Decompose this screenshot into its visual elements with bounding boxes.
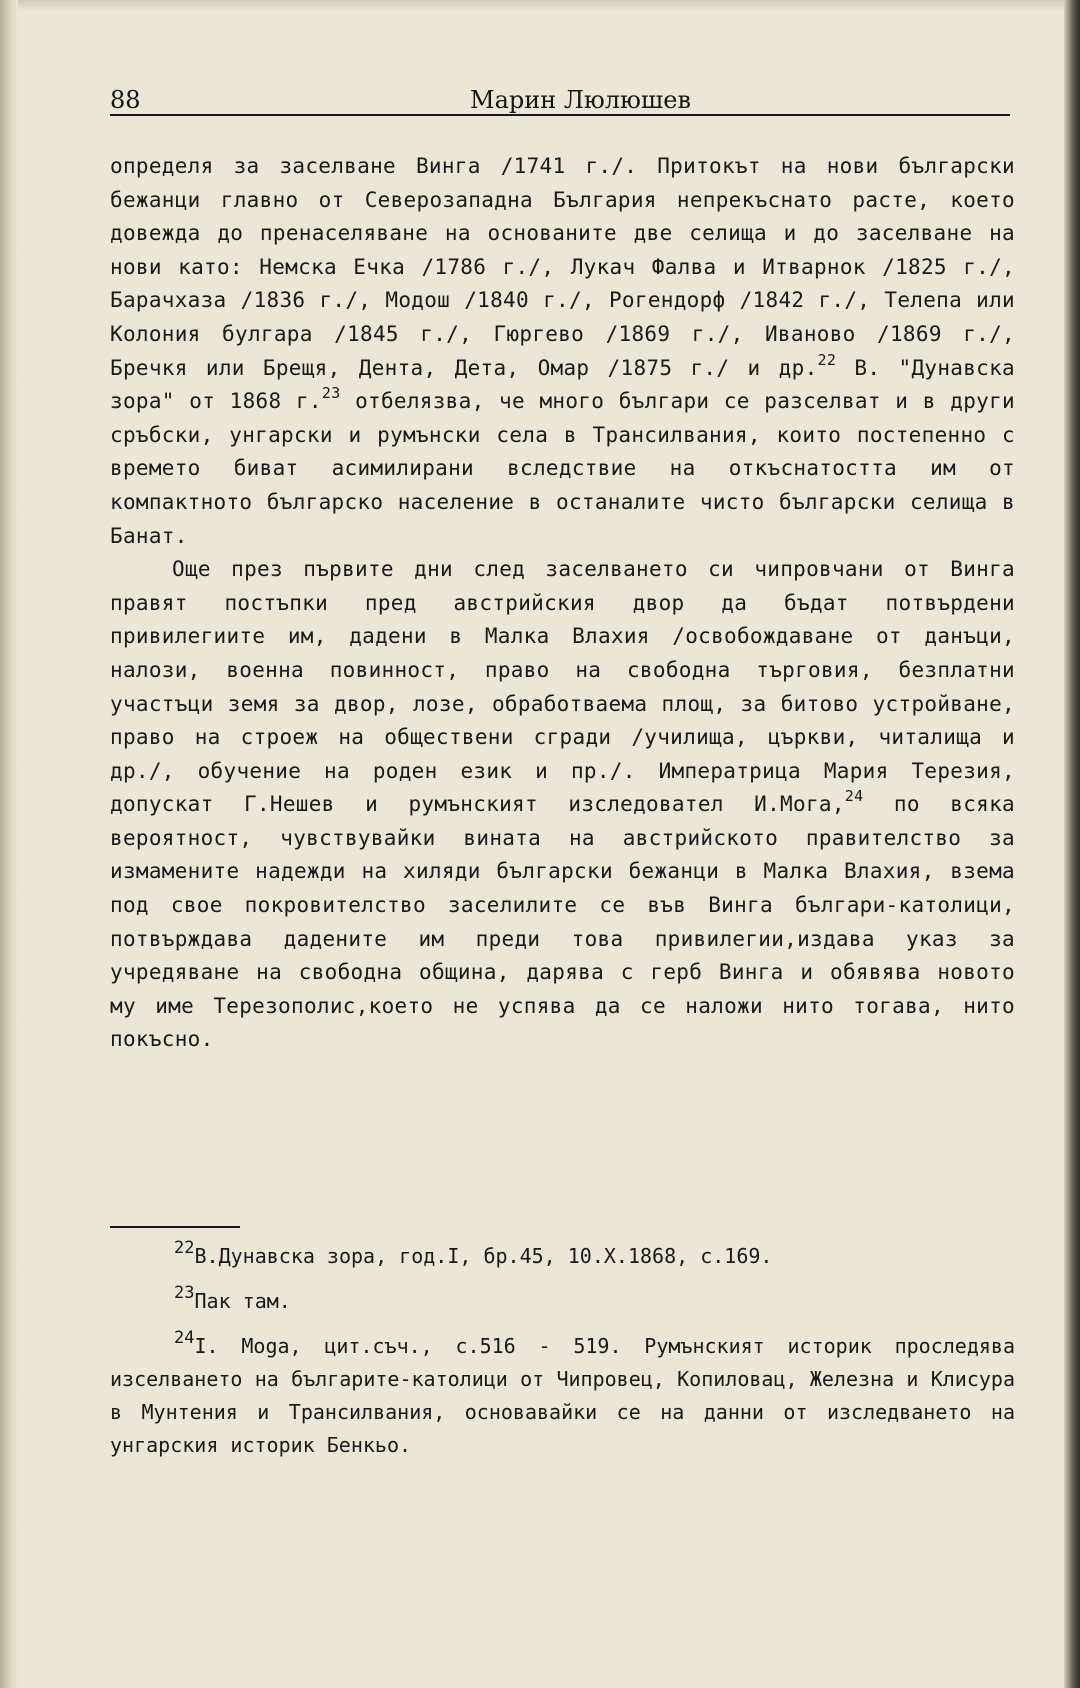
footnote-ref-22: 22: [817, 350, 837, 369]
paragraph-1: [110, 150, 1015, 553]
footnote-number: 24: [174, 1328, 195, 1348]
page-number: 88: [110, 86, 141, 114]
page-left-edge: [0, 0, 18, 1688]
footnote-number: 23: [174, 1283, 195, 1303]
footnote-ref-24: 24: [844, 787, 864, 806]
footnotes: [110, 1240, 1015, 1474]
page-binding-shadow: [1064, 0, 1080, 1688]
footnote-text: В.Дунавска зора, год.I, бр.45, 10.X.1868, с.169.: [194, 1244, 773, 1268]
running-head-author: Марин Люлюшев: [470, 86, 691, 114]
paragraph-1-part-b: В. "Дунавска зора" от 1868 г.: [110, 355, 1015, 414]
paragraph-2: [110, 553, 1015, 1057]
footnote-24: [110, 1330, 1015, 1462]
footnote-ref-23: 23: [321, 384, 341, 403]
footnote-text: I. Moga, цит.съч., с.516 - 519. Румънският историк проследява изселването на българите-католици от Чипровец, Копиловац, Железна и Клисура в Мунтения и Трансилвания, основавайки се на данни от изследването на унгарския историк Бенкьо.: [110, 1334, 1015, 1457]
paragraph-2-part-a: Още през първите дни след заселването си чипровчани от Винга правят постъпки пред австрийския двор да бъдат потвърдени привилегиите им, дадени в Малка Влахия /освобождаване от данъци, налози, военна повинност, право на свободна търговия, безплатни участъци земя за двор, лозе, обработваема площ, за битово устройване, право на строеж на обществени сгради /училища, църкви, читалища и др./, обучение на роден език и пр./. Императрица Мария Терезия, допускат Г.Нешев и румънският изследовател И.Мога,: [110, 557, 1015, 817]
footnote-text: Пак там.: [194, 1289, 291, 1313]
page-top-edge: [0, 0, 1080, 10]
paragraph-1-part-c: отбелязва, че много българи се разселват и в други сръбски, унгарски и румънски села в Трансилвания, които постепенно с времето биват асимилирани вследствие на откъснатостта им от компактното българско население в останалите чисто български селища в Банат.: [110, 389, 1015, 548]
footnote-separator: [110, 1226, 240, 1228]
footnote-22: [110, 1240, 1015, 1273]
footnote-23: [110, 1285, 1015, 1318]
paragraph-1-part-a: определя за заселване Винга /1741 г./. Притокът на нови български бежанци главно от Северозападна България непрекъснато расте, което довежда до пренаселяване на основаните две селища и до заселване на нови като: Немска Ечка /1786 г./, Лукач Фалва и Итварнок /1825 г./, Барачхаза /1836 г./, Модош /1840 г./, Рогендорф /1842 г./, Телепа или Колония булгара /1845 г./, Гюргево /1869 г./, Иваново /1869 г./, Бречкя или Брещя, Дента, Дета, Омар /1875 г./ и др.: [110, 154, 1015, 380]
footnote-number: 22: [174, 1238, 195, 1258]
paragraph-2-part-b: по всяка вероятност, чувствувайки вината на австрийското правителство за измамените надежди на хиляди български бежанци в Малка Влахия, взема под свое покровителство заселилите се във Винга българи-католици, потвърждава дадените им преди това привилегии,издава указ за учредяване на свободна община, дарява с герб Винга и обявява новото му име Терезополис,което не успява да се наложи нито тогава, нито покъсно.: [110, 792, 1015, 1052]
page-header: [110, 82, 1010, 116]
body-text: [110, 150, 1015, 1057]
